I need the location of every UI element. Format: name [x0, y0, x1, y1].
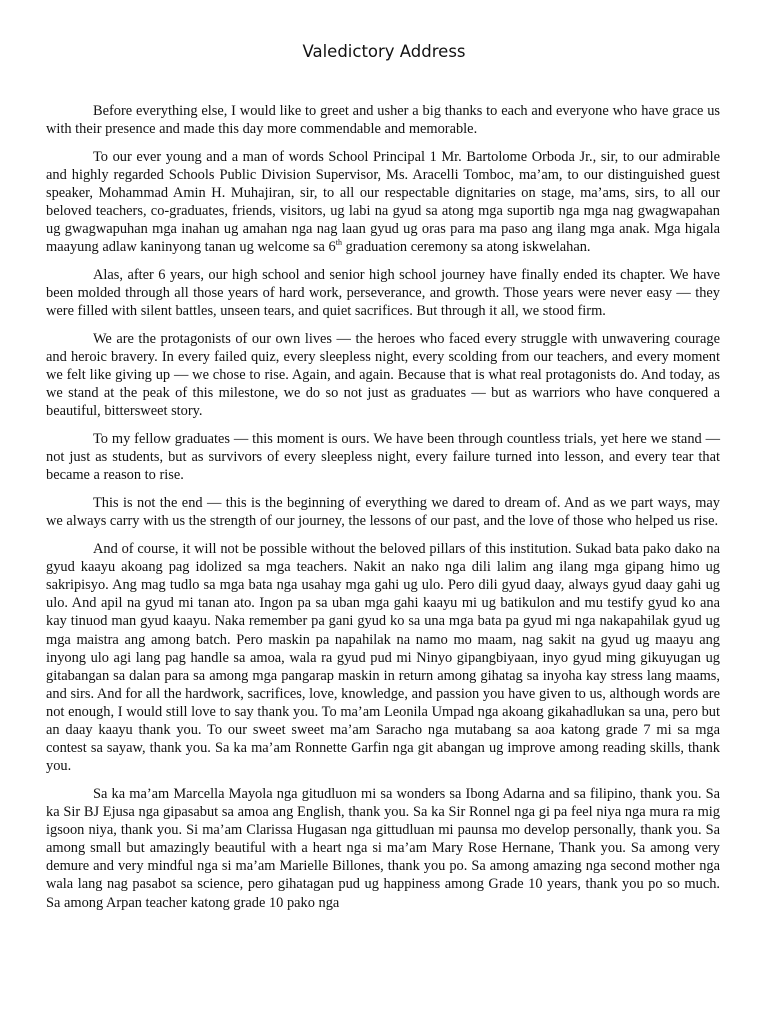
- paragraph-acknowledgements-tail: graduation ceremony sa atong iskwelahan.: [345, 239, 591, 256]
- page-title: Valedictory Address: [302, 42, 466, 61]
- paragraph-acknowledgements-text: To our ever young and a man of words School Principal 1 Mr. Bartolome Orboda Jr., sir, to our admirable and highly regarded Schools Public Division Supervisor, Ms. Aracelli Tomboc, ma’am, to our distinguished guest speaker, Mohammad Amin H. Muhajiran, sir, to all our respectable dignitaries on stage, ma’ams, sirs, to all our beloved teachers, co-graduates, friends, visitors, ug labi na gyud sa atong mga suportib nga mga nag gwagwapahan ug gwagwapuhan mga inahan ug amahan nga nag laan gyud ug oras para ma paso ang ilang mga anak. Mga higala maayung adlaw kaninyong tanan ug welcome sa 6: [46, 148, 720, 256]
- ordinal-superscript: th: [335, 238, 342, 248]
- paragraph-beginning: This is not the end — this is the beginning of everything we dared to dream of. And as we part ways, may we always carry with us the strength of our journey, the lessons of our past, and the love of those who helped us rise.: [46, 495, 720, 530]
- paragraph-teacher-thanks: Sa ka ma’am Marcella Mayola nga gitudluon mi sa wonders sa Ibong Adarna and sa filipino, thank you. Sa ka Sir BJ Ejusa nga gipasabut sa amoa ang English, thank you. Sa ka Sir Ronnel nga gi pa feel niya nga mura ra mig igsoon niya, thank you. Si ma’am Clarissa Hugasan nga gittudluan mi paunsa mo develop personally, thank you. Sa among small but amazingly beautiful with a heart nga si ma’am Mary Rose Hernane, Thank you. Sa among very demure and very mindful nga si ma’am Marielle Billones, thank you po. Sa among amazing nga second mother nga wala lang nag pasabot sa science, pero gihatagan pud ug happiness among Grade 10 years, thank you po so much. Sa among Arpan teacher katong grade 10 pako nga: [46, 786, 720, 911]
- paragraph-fellow-graduates: To my fellow graduates — this moment is ours. We have been through countless trials, yet here we stand — not just as students, but as survivors of every sleepless night, every failure turned into lesson, and every tear that became a reason to rise.: [46, 431, 720, 484]
- paragraph-pillars: And of course, it will not be possible without the beloved pillars of this institution. Sukad bata pako dako na gyud kaayu akoang pag idolized sa mga teachers. Nakit an nako nga dili lalim ang ilang mga gipang himo ug sakripisyo. Ang mag tudlo sa mga bata nga usahay mga gahi ug ulo. Pero dili gyud daay, always gyud daay gahi ug ulo. And apil na gyud mi tanan ato. Ingon pa sa uban mga gahi kaayu mi ug batikulon and mu testify gyud ko ana kay tinuod man gyud kaayu. Naka remember pa gani gyud ko sa una mga bata pa gyud mi nga nakapahilak gyud ug mga maistra ang among batch. Pero maskin pa napahilak na namo mo maam, nag sakit na gyud ug maayu ang inyong ulo agi lang pag handle sa amoa, wala ra gyud pud mi Ninyo gipangbiyaan, inyo gyud ming gikuyugan ug gitabangan sa dalan para sa among mga pangarap maskin in return among gihatag sa inyoha kay stress lang maams, and sirs. And for all the hardwork, sacrifices, love, knowledge, and passion you have given to us, although words are not enough, I would still love to say thank you. To ma’am Leonila Umpad nga akoang gikahadlukan sa una, pero but an daay kaayu thank you. To our sweet sweet ma’am Saracho nga mutabang sa aoa katong grade 7 mi sa mga contest sa sayaw, thank you. Sa ka ma’am Ronnette Garfin nga git abangan ug improve among reading skills, thank you.: [46, 541, 720, 775]
- document-body: [46, 102, 720, 921]
- paragraph-protagonists: We are the protagonists of our own lives — the heroes who faced every struggle with unwavering courage and heroic bravery. In every failed quiz, every sleepless night, every scolding from our teachers, and every moment we felt like giving up — we chose to rise. Again, and again. Because that is what real protagonists do. And today, as we stand at the peak of this milestone, we do so not just as graduates — but as warriors who have conquered a beautiful, bittersweet story.: [46, 331, 720, 420]
- paragraph-acknowledgements: [46, 148, 720, 257]
- paragraph-journey: Alas, after 6 years, our high school and senior high school journey have finally ended its chapter. We have been molded through all those years of hard work, perseverance, and growth. Those years were never easy — they were filled with silent battles, unseen tears, and quiet sacrifices. But through it all, we stood firm.: [46, 267, 720, 320]
- paragraph-greeting: Before everything else, I would like to greet and usher a big thanks to each and everyone who have grace us with their presence and made this day more commendable and memorable.: [46, 103, 720, 138]
